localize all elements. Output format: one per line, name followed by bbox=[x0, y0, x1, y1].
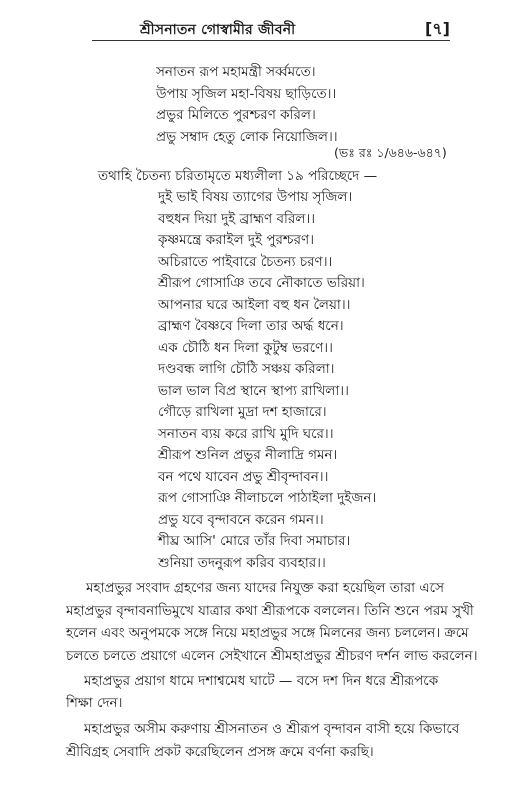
running-head bbox=[0, 16, 512, 40]
verse-line: বহুধন দিয়া দুই ব্রাহ্মণ বরিল।। bbox=[158, 211, 316, 227]
verse-line: সনাতন ব্যয় করে রাখি মুদি ঘরে।। bbox=[158, 426, 334, 442]
verse-line: প্রভু সম্বাদ হেতু লোক নিয়োজিল।। bbox=[156, 129, 338, 145]
verse-line: ব্রাহ্মণ বৈষ্ণবে দিলা তার অর্দ্ধ ধনে। bbox=[158, 318, 344, 334]
prose-line: মহাপ্রভুর সংবাদ গ্রহণের জন্য যাদের নিযুক্ত করা হয়েছিল তারা এসে bbox=[86, 580, 445, 596]
running-title: শ্রীসনাতন গোস্বামীর জীবনী bbox=[140, 22, 296, 38]
verse-line: শ্রীরূপ শুনিল প্রভুর নীলাদ্রি গমন। bbox=[158, 447, 338, 463]
header-rule bbox=[92, 40, 450, 41]
page-number: [৭] bbox=[424, 19, 450, 38]
verse-line: দণ্ডবন্ধ লাগি চৌঠি সঞ্চয় করিলা। bbox=[158, 361, 335, 377]
verse-line: গৌড়ে রাখিলা মুদ্রা দশ হাজারে। bbox=[158, 404, 327, 420]
prose-line: মহাপ্রভুর অসীম করুণায় শ্রীসনাতন ও শ্রীরূপ বৃন্দাবন বাসী হয়ে কিভাবে bbox=[84, 721, 460, 737]
prose-line: হলেন এবং অনুপমকে সঙ্গে নিয়ে মহাপ্রভুর সঙ্গে মিলনের জন্য চললেন। ক্রমে bbox=[66, 625, 469, 641]
prose-line: শ্রীবিগ্রহ সেবাদি প্রকট করেছিলেন প্রসঙ্গ ক্রমে বর্ণনা করছি। bbox=[66, 744, 374, 760]
verse-line: কৃষ্ণমন্ত্রে করাইল দুই পুরশ্চরণ। bbox=[158, 232, 315, 248]
verse-line: শুনিয়া তদনুরূপ করিব ব্যবহার।। bbox=[158, 555, 326, 571]
verse-line: ভাল ভাল বিপ্র স্থানে স্থাপ্য রাখিলা।। bbox=[158, 383, 349, 399]
verse-intro: তথাহি চৈতন্য চরিতামৃতে মধ্যলীলা ১৯ পরিচ্ছেদে — bbox=[98, 168, 378, 184]
verse-line: এক চৌঠি ধন দিলা কুটুম্ব ভরণে।। bbox=[158, 340, 333, 356]
verse-line: সনাতন রূপ মহামন্ত্রী সর্ব্বমতে। bbox=[156, 64, 316, 80]
verse-line: অচিরাতে পাইবারে চৈতন্য চরণ।। bbox=[158, 254, 333, 270]
verse-line: বন পথে যাবেন প্রভু শ্রীবৃন্দাবন।। bbox=[158, 469, 329, 485]
prose-line: চলতে চলতে প্রয়াগে এলেন সেইখানে শ্রীমহাপ্রভুর শ্রীচরণ দর্শন লাভ করলেন। bbox=[66, 648, 478, 664]
verse-line: শীঘ্র আসি' মোরে তাঁর দিবা সমাচার। bbox=[158, 533, 351, 549]
prose-line: মহাপ্রভুর প্রয়াগ ধামে দশাশ্বমেধ ঘাটে — বসে দশ দিন ধরে শ্রীরূপকে bbox=[84, 673, 439, 689]
verse-line: শ্রীরূপ গোসাঞি তবে নৌকাতে ভরিয়া। bbox=[158, 275, 365, 291]
prose-line: মহাপ্রভুর বৃন্দাবনাভিমুখে যাত্রার কথা শ্রীরূপকে বললেন। তিনি শুনে পরম সুখী bbox=[66, 603, 474, 619]
verse-line: দুই ভাই বিষয় ত্যাগের উপায় সৃজিল। bbox=[158, 189, 353, 205]
verse-line: রূপ গোসাঞি নীলাচলে পাঠাইলা দুইজন। bbox=[158, 490, 377, 506]
verse-citation: (ভঃ রঃ ১/৬৪৬-৬৪৭) bbox=[334, 145, 447, 160]
verse-line: প্রভু যবে বৃন্দাবনে করেন গমন।। bbox=[158, 512, 324, 528]
verse-line: প্রভুর মিলিতে পুরশ্চরণ করিল। bbox=[156, 107, 316, 123]
verse-line: উপায় সৃজিল মহা-বিষয় ছাড়িতে।। bbox=[156, 86, 337, 102]
verse-line: আপনার ঘরে আইলা বহু ধন লৈয়া।। bbox=[158, 297, 351, 313]
prose-line: শিক্ষা দেন। bbox=[66, 695, 123, 711]
